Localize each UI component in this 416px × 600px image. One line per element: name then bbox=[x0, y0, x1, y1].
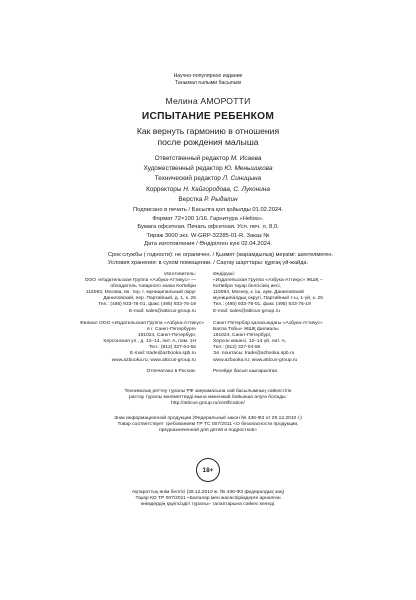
branch-kz-line: Баспа Тобы» ЖШҚ филиалы bbox=[213, 327, 279, 333]
credit-line bbox=[0, 164, 416, 174]
credit-name: Ю. Меньшикова bbox=[224, 165, 273, 173]
kz-regulation bbox=[0, 389, 416, 407]
kz-regulation-line: http://atticus-group.ru/certification/ bbox=[171, 401, 245, 407]
branch-kz-line: Эл. поштасы: trade@azbooka.spb.ru bbox=[213, 351, 295, 357]
footer-line: өнімдердің қауіпсіздігі туралы» талаптарына сәйкес келеді. bbox=[140, 502, 276, 508]
branch-ru-line: E-mail: trade@azbooka.spb.ru bbox=[129, 351, 196, 357]
branch-kz-line: Херсон көшесі, 12–14 үй, лит. А, bbox=[213, 339, 287, 345]
credit-role: Корректоры bbox=[146, 185, 182, 193]
kz-regulation-line: Техникалық реттеу туралы РФ заңнамасына сай басылымның сәйкестігін bbox=[124, 389, 292, 394]
storage-line: Срок службы ( годности): не ограничен. / Қызмет (жарамдылық) мерзімі: шектелмеген. bbox=[108, 252, 334, 258]
credit-line bbox=[0, 185, 416, 195]
genre-ru: Научно-популярное издание bbox=[173, 73, 243, 79]
manufacturer-ru-line: E-mail: sales@atticus-group.ru bbox=[129, 308, 196, 314]
branch-ru-line: Филиал ООО «Издательская Группа «Азбука-Аттикус» bbox=[80, 321, 205, 326]
credit-role: Художественный редактор bbox=[143, 165, 223, 173]
manufacturer-kz-line: «Издательская Группа «Азбука-Аттикус» ЖШҚ – bbox=[213, 278, 323, 284]
printed-in-russia: Отпечатано в России. bbox=[146, 369, 196, 374]
subtitle-line-1: Как вернуть гармонию в отношения bbox=[136, 126, 280, 136]
branch-kz-line: Санкт-Петербор қаласындағы «Азбука-Аттикус» bbox=[213, 321, 323, 326]
publishing-line: Бумага офсетная. Печать офсетная. Усл. печ. л. 8,0. bbox=[137, 224, 279, 231]
credit-name: Р. Рыдалин bbox=[204, 195, 238, 203]
branch-kz-line: 191024, Санкт-Петербург, bbox=[213, 333, 272, 339]
manufacturer-kz-line: E-mail: sales@atticus-group.ru bbox=[213, 308, 280, 314]
branch-kz bbox=[213, 321, 341, 364]
manufacturer-ru-line: 115093, Москва, вн. тер. г. муниципальный округ bbox=[85, 290, 196, 296]
storage-info bbox=[108, 251, 408, 267]
ru-regulation-line: Товар соответствует требованиям ТР ТС 007/2011 «О безопасности продукции, bbox=[117, 422, 299, 428]
manufacturer-ru-line: Тел.: (495) 933-76-01, факс (495) 933-76-19 bbox=[98, 302, 196, 308]
footer-line: Тауар КО ТР 007/2011 «Балалар мен жасөспірімдерге арналған bbox=[135, 496, 281, 502]
manufacturer-kz-line: Өндіруші: bbox=[213, 272, 235, 277]
subtitle bbox=[0, 126, 416, 148]
publishing-line: Тираж 3000 экз. W-GRP-32285-01-R. Заказ № bbox=[146, 232, 270, 239]
manufacturer-ru-line: обладатель товарного знака КоЛибри bbox=[110, 284, 196, 290]
printed-in-russia-kz: Ресейде басып шығарылған. bbox=[213, 369, 279, 374]
author: Мелина АМОРОТТИ bbox=[165, 96, 251, 106]
kz-regulation-line: растау туралы мәліметтерді мына мекенжай бойынша алуға болады: bbox=[129, 395, 287, 401]
age-rating-badge: 18+ bbox=[196, 458, 220, 482]
publishing-line: Формат 72×100 1/16. Гарнитура «Helios». bbox=[152, 215, 264, 222]
branch-ru-line: Херсонская ул., д. 12–14, лит. А, пом. 1Н bbox=[103, 339, 196, 345]
credit-line bbox=[0, 174, 416, 184]
manufacturer-kz-line: муниципалдық округі, Партийный т-ы, 1-үй, к. 25 bbox=[213, 296, 323, 302]
publishing-info bbox=[0, 206, 416, 249]
genre-kz: Танымал ғылыми басылым bbox=[175, 80, 241, 86]
ru-regulation-line: предназначенной для детей и подростков» bbox=[159, 428, 257, 434]
publishing-line: Дата изготовления / Өндірілген күні 02.04.2024. bbox=[144, 241, 272, 248]
ru-regulation-line: Знак информационной продукции (Федеральный закон № 436-ФЗ от 29.12.2010 г.) bbox=[114, 416, 302, 421]
credit-name: Л. Синицына bbox=[222, 175, 262, 183]
storage-line: Условия хранения: в сухом помещении. / Сақтау шарттары: құрғақ үй-жайда. bbox=[108, 260, 309, 266]
credits bbox=[0, 154, 416, 205]
subtitle-line-2: после рождения малыша bbox=[157, 137, 259, 147]
manufacturer-kz-line: 115093, Мәскеу, к. іш. аум. Даниловский bbox=[213, 290, 304, 296]
branch-ru-line: Тел.: (812) 327-04-55 bbox=[148, 345, 196, 351]
branch-ru-line: 191024, Санкт-Петербург, bbox=[137, 333, 196, 339]
credit-role: Верстка bbox=[178, 195, 203, 203]
credit-role: Ответственный редактор bbox=[154, 155, 230, 162]
publishing-line: Подписано в печать / Басылға қол қойылды 01.02.2024. bbox=[132, 207, 284, 213]
manufacturer-ru-line: Изготовитель: bbox=[164, 272, 196, 277]
branch-kz-line: www.azbooka.ru; www.atticus-group.ru bbox=[213, 357, 298, 363]
branch-ru-line: www.azbooka.ru; www.atticus-group.ru bbox=[111, 357, 196, 363]
book-title: ИСПЫТАНИЕ РЕБЕНКОМ bbox=[141, 111, 275, 122]
manufacturer-ru-line: Даниловский, пер. Партийный, д. 1, к. 25 bbox=[103, 296, 196, 302]
manufacturer-kz-line: Тел.: (495) 933-76-01, факс (495) 933-76-19 bbox=[213, 302, 311, 308]
branch-kz-line: Тел.: (812) 327-04-55 bbox=[213, 345, 261, 351]
branch-ru bbox=[80, 321, 205, 364]
footer-line: Ақпараттық өнім белгісі (29.12.2010 ж. № 436-ФЗ федералдық заң) bbox=[131, 490, 285, 495]
ru-regulation bbox=[0, 416, 416, 434]
manufacturer-ru-line: ООО «Издательская Группа «Азбука-Аттикус» — bbox=[84, 278, 196, 284]
branch-ru-line: в г. Санкт-Петербурге bbox=[147, 327, 196, 333]
credit-name: Н. Кайгородова, С. Луконина bbox=[183, 185, 270, 193]
manufacturer-kz bbox=[213, 272, 341, 315]
credit-line bbox=[0, 195, 416, 205]
manufacturer-ru bbox=[80, 272, 196, 315]
footer-kz bbox=[0, 490, 416, 508]
manufacturer-kz-line: КоЛибри тауар белгісінің иесі, bbox=[213, 284, 281, 290]
credit-role: Технический редактор bbox=[154, 175, 221, 183]
credit-name: М. Исаева bbox=[230, 155, 262, 162]
credit-line bbox=[0, 154, 416, 164]
genre-block bbox=[0, 73, 416, 87]
